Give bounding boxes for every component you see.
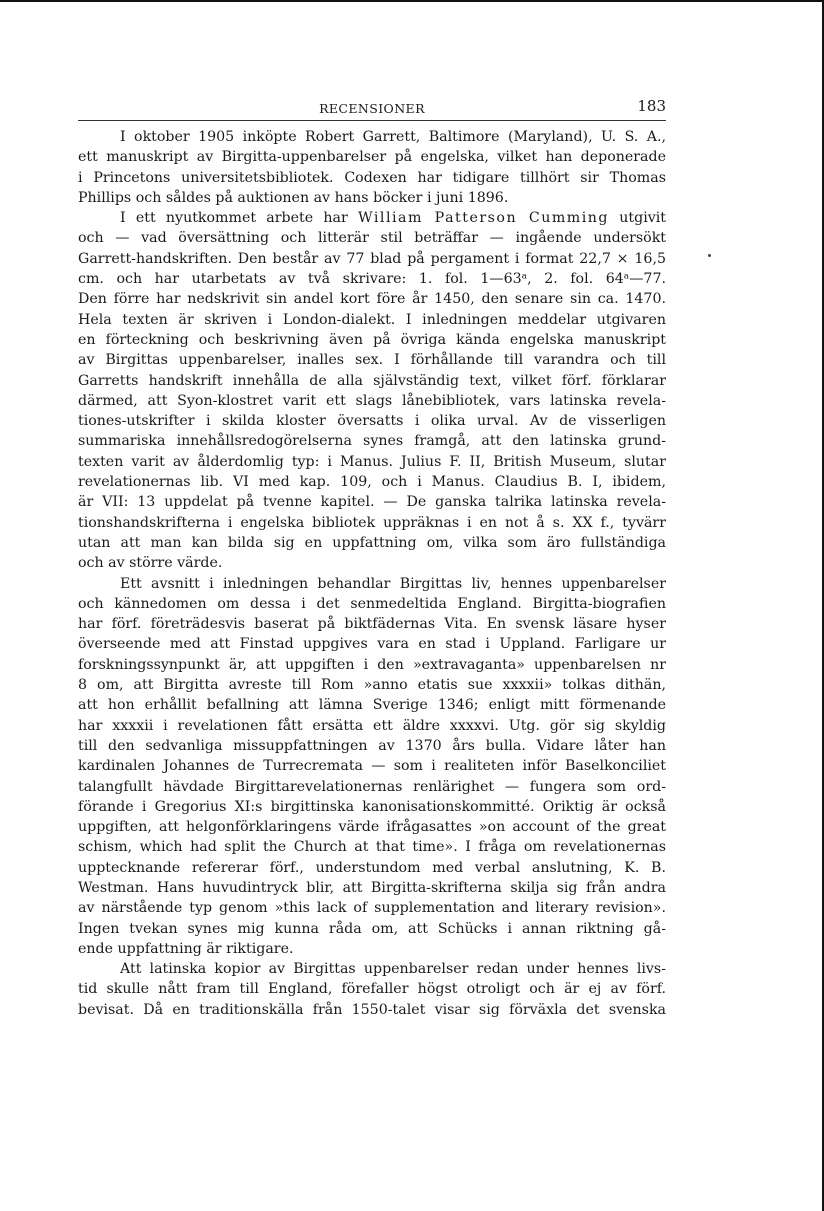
stray-ink-mark — [708, 254, 711, 257]
text-line: Hela texten är skriven i London-dialekt. I inledningen meddelar utgivaren — [78, 311, 666, 328]
text-line: bevisat. Då en traditionskälla från 1550-talet visar sig förväxla det svenska — [78, 1001, 666, 1018]
text-line: har xxxxii i revelationen fått ersätta ett äldre xxxxvi. Utg. gör sig skyldig — [78, 717, 666, 734]
text-line: tiones-utskrifter i skilda kloster översatts i olika urval. Av de visserligen — [78, 413, 666, 430]
text-line: har förf. företrädesvis baserat på biktfädernas Vita. En svensk läsare hyser — [78, 616, 666, 633]
text-line: tid skulle nått fram till England, förefaller högst otroligt och är ej av förf. — [78, 981, 666, 998]
text-line: ende uppfattning är riktigare. — [78, 940, 294, 957]
text-line: en förteckning och beskrivning även på övriga kända engelska manuskript — [78, 331, 666, 348]
header-rule — [78, 120, 666, 121]
text-line: talangfullt hävdade Birgittarevelationernas renlärighet — fungera som ord- — [78, 778, 666, 795]
text-line: Garretts handskrift innehålla de alla självständig text, vilket förf. förklarar — [78, 372, 666, 389]
text-line: Att latinska kopior av Birgittas uppenbarelser redan under hennes livs- — [120, 961, 666, 978]
text-line: utan att man kan bilda sig en uppfattning om, vilka som äro fullständiga — [78, 534, 666, 551]
text-line: summariska innehållsredogörelserna synes framgå, att den latinska grund- — [78, 433, 666, 450]
text-line: 8 om, att Birgitta avreste till Rom »anno etatis sue xxxxii» tolkas dithän, — [78, 677, 666, 694]
text-line: cm. och har utarbetats av två skrivare: 1. fol. 1—63ᵃ, 2. fol. 64ᵃ—77. — [78, 271, 666, 288]
text-line: forskningssynpunkt är, att uppgiften i den »extravaganta» uppenbarelsen nr — [78, 656, 666, 673]
running-header-title: RECENSIONER — [319, 101, 425, 116]
page-number: 183 — [637, 97, 666, 115]
text-line: att hon erhållit befallning att lämna Sverige 1346; enligt mitt förmenande — [78, 697, 666, 714]
author-name: William Patterson Cumming — [358, 210, 610, 227]
text-line: tionshandskrifterna i engelska bibliotek uppräknas i en not å s. XX f., tyvärr — [78, 514, 666, 531]
text-line: och av större värde. — [78, 555, 223, 572]
text-segment: utgivit — [619, 210, 666, 227]
text-segment: I ett nyutkommet arbete har — [120, 210, 348, 227]
text-line: överseende med att Finstad uppgives vara en stad i Uppland. Farligare ur — [78, 636, 666, 653]
text-line: och kännedomen om dessa i det senmedeltida England. Birgitta-biografien — [78, 595, 666, 612]
text-line: ett manuskript av Birgitta-uppenbarelser på engelska, vilket han deponerade — [78, 149, 666, 166]
text-line: förande i Gregorius XI:s birgittinska kanonisationskommitté. Oriktig är också — [78, 798, 666, 815]
text-line: och — vad översättning och litterär stil beträffar — ingående undersökt — [78, 230, 666, 247]
text-line: är VII: 13 uppdelat på tvenne kapitel. — De ganska talrika latinska revela- — [78, 494, 666, 511]
text-line: i Princetons universitetsbibliotek. Codexen har tidigare tillhört sir Thomas — [78, 169, 666, 186]
text-line: revelationernas lib. VI med kap. 109, och i Manus. Claudius B. I, ibidem, — [78, 474, 666, 491]
text-line: I oktober 1905 inköpte Robert Garrett, Baltimore (Maryland), U. S. A., — [120, 129, 666, 145]
text-line: texten varit av ålderdomlig typ: i Manus. Julius F. II, British Museum, slutar — [78, 453, 666, 470]
text-line: upptecknande refererar förf., understundom med verbal anslutning, K. B. — [78, 859, 666, 876]
text-line: av närstående typ genom »this lack of supplementation and literary revision». — [78, 900, 666, 917]
running-header — [78, 97, 666, 119]
text-line: Westman. Hans huvudintryck blir, att Birgitta-skrifterna skilja sig från andra — [78, 879, 666, 896]
text-line: Den förre har nedskrivit sin andel kort före år 1450, den senare sin ca. 1470. — [78, 291, 666, 308]
text-line: schism, which had split the Church at that time». I fråga om revelationernas — [78, 839, 666, 856]
text-line: av Birgittas uppenbarelser, inalles sex. I förhållande till varandra och till — [78, 352, 666, 369]
page-top-border — [0, 0, 824, 2]
text-line: Garrett-handskriften. Den består av 77 blad på pergament i format 22,7 × 16,5 — [78, 250, 666, 267]
text-line: Ett avsnitt i inledningen behandlar Birgittas liv, hennes uppenbarelser — [120, 575, 666, 592]
text-line — [78, 208, 666, 228]
text-line: till den sedvanliga missuppfattningen av 1370 års bulla. Vidare låter han — [78, 737, 666, 754]
review-body-text — [78, 127, 666, 1020]
text-line: Phillips och såldes på auktionen av hans böcker i juni 1896. — [78, 189, 509, 206]
text-line: kardinalen Johannes de Turrecremata — som i realiteten inför Baselkonciliet — [78, 758, 666, 775]
text-line: uppgiften, att helgonförklaringens värde ifrågasattes »on account of the great — [78, 819, 666, 836]
text-line: Ingen tvekan synes mig kunna råda om, att Schücks i annan riktning gå- — [78, 920, 666, 937]
text-line: därmed, att Syon-klostret varit ett slags lånebibliotek, vars latinska revela- — [78, 392, 666, 409]
